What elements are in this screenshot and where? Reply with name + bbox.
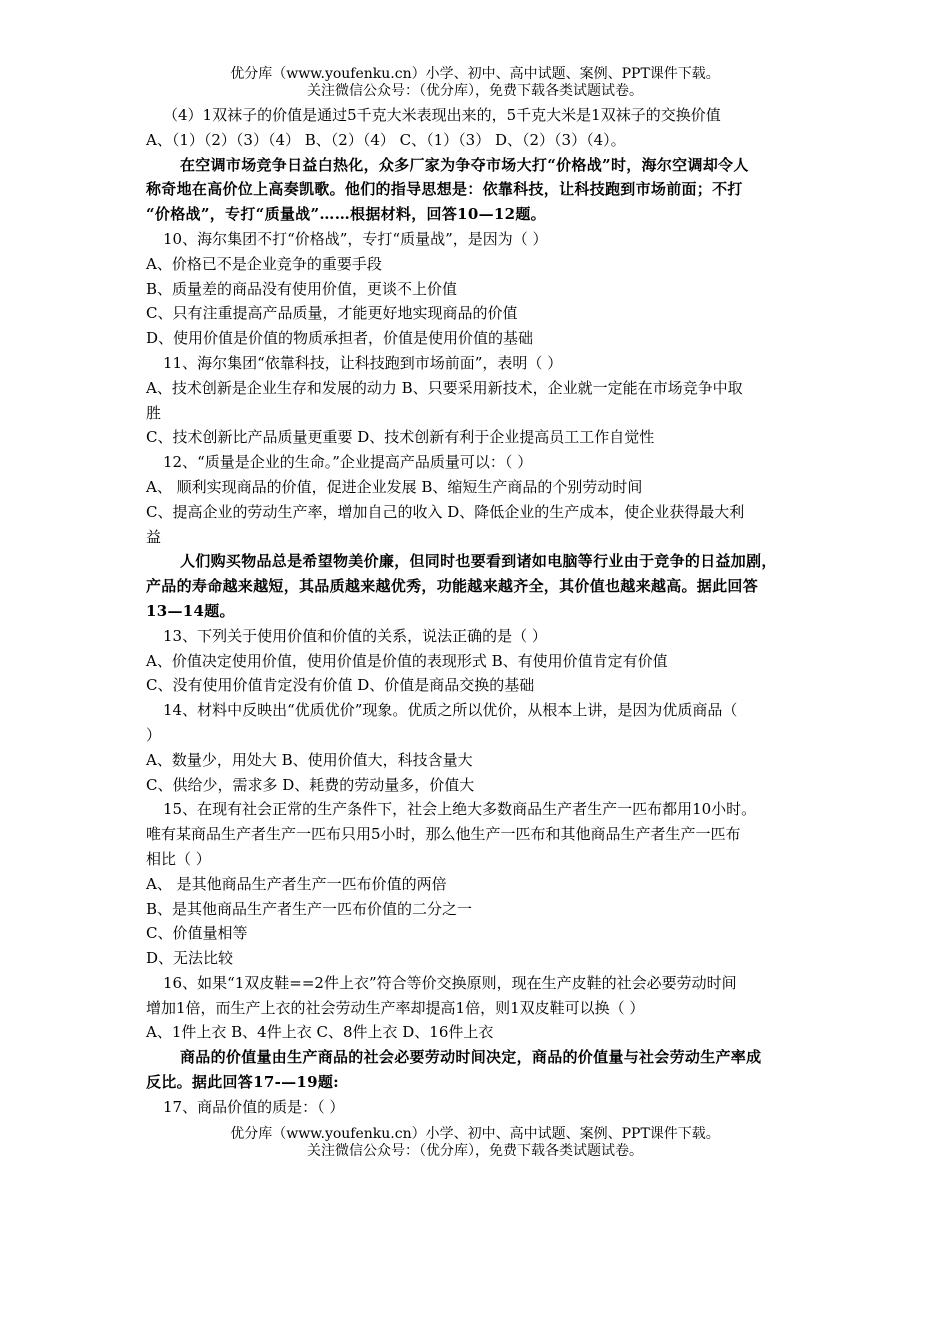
header-line-2: 关注微信公众号：（优分库），免费下载各类试题试卷。 xyxy=(307,83,643,99)
text-line: 增加1倍，而生产上衣的社会劳动生产率却提高1倍，则1双皮鞋可以换（ ） xyxy=(146,998,645,1017)
text-line: A、 是其他商品生产者生产一匹布价值的两倍 xyxy=(146,874,447,893)
text-line: C、价值量相等 xyxy=(146,924,248,943)
text-line: 唯有某商品生产者生产一匹布只用5小时，那么他生产一匹布和其他商品生产者生产一匹布 xyxy=(146,825,741,844)
text-line: 17、商品价值的质是：（ ） xyxy=(163,1097,345,1116)
text-line: A、价值决定使用价值，使用价值是价值的表现形式 B、有使用价值肯定有价值 xyxy=(146,651,668,670)
text-line: 11、海尔集团“依靠科技，让科技跑到市场前面”，表明（ ） xyxy=(163,353,563,372)
text-line: 胜 xyxy=(146,403,162,422)
footer-line-1: 优分库（www.youfenku.cn）小学、初中、高中试题、案例、PPT课件下载。 xyxy=(230,1126,720,1142)
text-line: 产品的寿命越来越短，其品质越来越优秀，功能越来越齐全，其价值也越来越高。据此回答 xyxy=(146,577,759,596)
text-line: 相比（ ） xyxy=(146,849,211,868)
footer-line-2: 关注微信公众号：（优分库），免费下载各类试题试卷。 xyxy=(307,1143,643,1159)
document-body xyxy=(146,103,826,1120)
text-line: “价格战”，专打“质量战”……根据材料，回答10—12题。 xyxy=(146,205,546,224)
text-line: 15、在现有社会正常的生产条件下，社会上绝大多数商品生产者生产一匹布都用10小时。 xyxy=(163,800,757,819)
text-line: A、技术创新是企业生存和发展的动力 B、只要采用新技术，企业就一定能在市场竞争中取 xyxy=(146,378,743,397)
text-line: 反比。据此回答17-—19题: xyxy=(146,1073,340,1092)
text-line: 商品的价值量由生产商品的社会必要劳动时间决定，商品的价值量与社会劳动生产率成 xyxy=(180,1048,762,1067)
text-line: C、没有使用价值肯定没有价值 D、价值是商品交换的基础 xyxy=(146,676,535,695)
text-line: C、技术创新比产品质量更重要 D、技术创新有利于企业提高员工工作自觉性 xyxy=(146,428,655,447)
page-header xyxy=(0,66,950,100)
text-line: 16、如果“1双皮鞋==2件上衣”符合等价交换原则，现在生产皮鞋的社会必要劳动时间 xyxy=(163,973,737,992)
text-line: 12、“质量是企业的生命。”企业提高产品质量可以：（ ） xyxy=(163,453,533,472)
page-footer xyxy=(0,1126,950,1160)
text-line: 13—14题。 xyxy=(146,601,235,620)
text-line: A、数量少，用处大 B、使用价值大，科技含量大 xyxy=(146,750,473,769)
text-line: 称奇地在高价位上高奏凯歌。他们的指导思想是：依靠科技，让科技跑到市场前面；不打 xyxy=(146,180,743,199)
text-line: B、质量差的商品没有使用价值，更谈不上价值 xyxy=(146,279,458,298)
header-line-1: 优分库（www.youfenku.cn）小学、初中、高中试题、案例、PPT课件下载。 xyxy=(230,66,720,82)
text-line: 14、材料中反映出“优质优价”现象。优质之所以优价，从根本上讲，是因为优质商品（ xyxy=(163,701,738,720)
text-line: D、使用价值是价值的物质承担者，价值是使用价值的基础 xyxy=(146,329,534,348)
text-line: 益 xyxy=(146,527,162,546)
text-line: B、是其他商品生产者生产一匹布价值的二分之一 xyxy=(146,899,473,918)
text-line: （4）1双袜子的价值是通过5千克大米表现出来的，5千克大米是1双袜子的交换价值 xyxy=(163,106,721,124)
text-line: A、价格已不是企业竞争的重要手段 xyxy=(146,254,382,273)
text-line: D、无法比较 xyxy=(146,949,234,968)
text-line: C、提高企业的劳动生产率，增加自己的收入 D、降低企业的生产成本，使企业获得最大利 xyxy=(146,502,745,521)
text-line: A、1件上衣 B、4件上衣 C、8件上衣 D、16件上衣 xyxy=(146,1023,494,1042)
text-line: A、 顺利实现商品的价值，促进企业发展 B、缩短生产商品的个别劳动时间 xyxy=(146,477,643,496)
text-line: 10、海尔集团不打“价格战”，专打“质量战”，是因为（ ） xyxy=(163,229,548,248)
text-line: ） xyxy=(146,725,162,744)
text-line: A、（1）（2）（3）（4） B、（2）（4） C、（1）（3） D、（2）（3）（4）。 xyxy=(146,130,626,149)
text-line: 人们购买物品总是希望物美价廉，但同时也要看到诸如电脑等行业由于竞争的日益加剧， xyxy=(180,552,777,571)
text-line: C、供给少，需求多 D、耗费的劳动量多，价值大 xyxy=(146,775,475,794)
text-line: 13、下列关于使用价值和价值的关系，说法正确的是（ ） xyxy=(163,626,547,645)
text-line: C、只有注重提高产品质量，才能更好地实现商品的价值 xyxy=(146,304,518,323)
text-line: 在空调市场竞争日益白热化，众多厂家为争夺市场大打“价格战”时，海尔空调却令人 xyxy=(180,155,749,174)
